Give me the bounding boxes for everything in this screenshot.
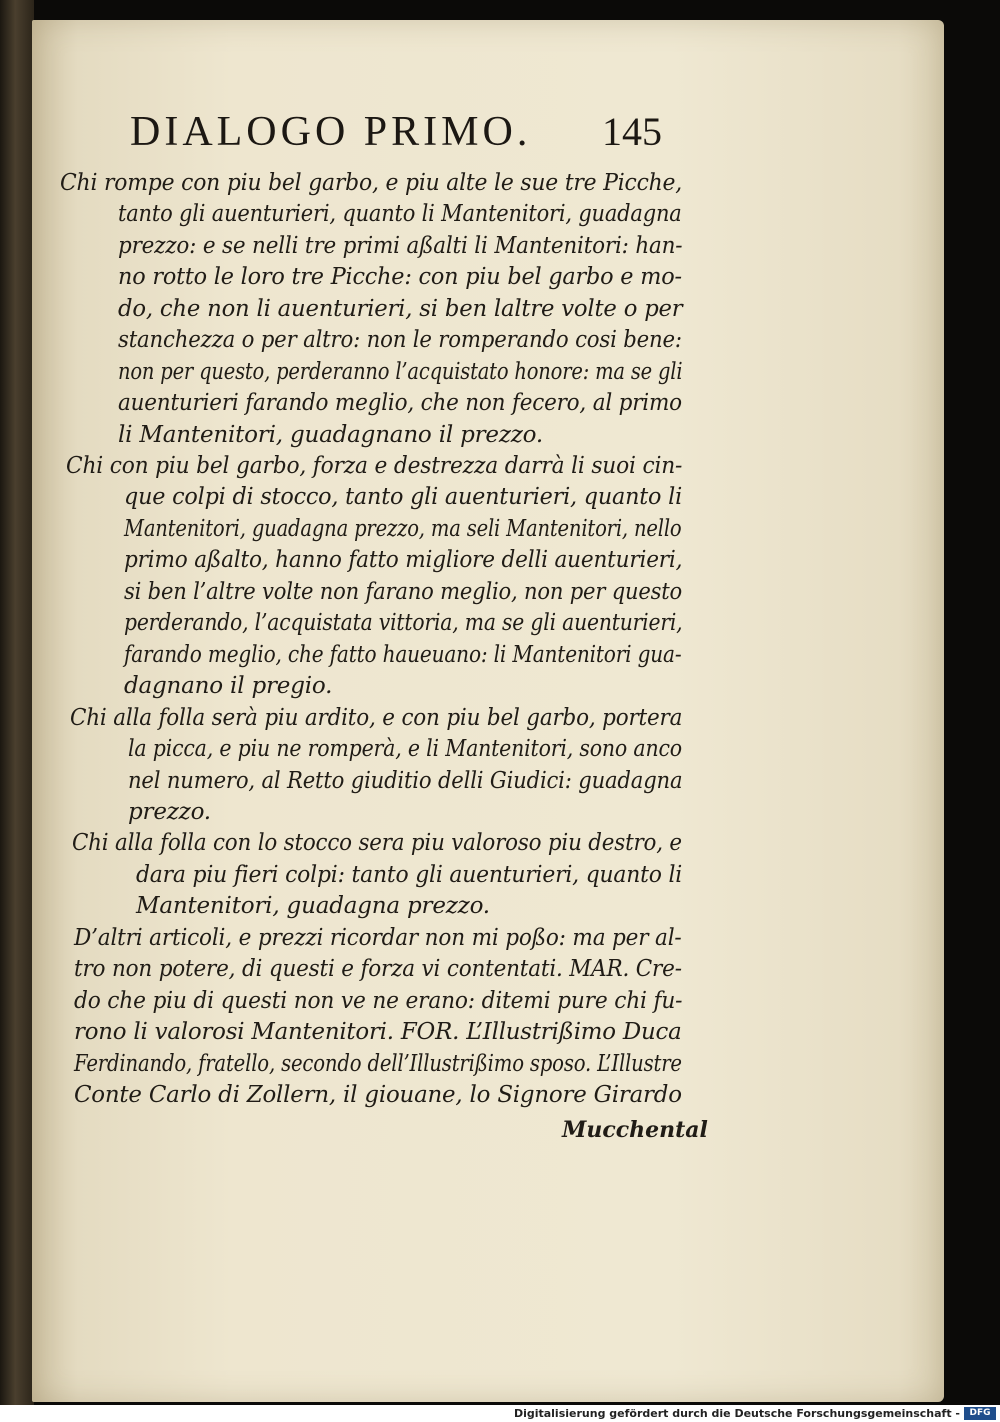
running-head: DIALOGO PRIMO.	[130, 109, 532, 155]
text-line: farando meglio, che fatto haueuano: li Mantenitori gua-	[124, 642, 682, 668]
text-line: dara piu fieri colpi: tanto gli auenturieri, quanto li	[136, 862, 683, 888]
text-line: prezzo: e se nelli tre primi aßalti li Mantenitori: han-	[118, 233, 683, 259]
catchword: Mucchental	[562, 1117, 708, 1143]
page-number: 145	[602, 109, 662, 154]
text-line: Mantenitori, guadagna prezzo, ma seli Mantenitori, nello	[124, 516, 682, 542]
text-line: Chi alla folla con lo stocco sera piu valoroso piu destro, e	[72, 830, 682, 856]
text-line: que colpi di stocco, tanto gli auenturieri, quanto li	[124, 484, 683, 510]
dfg-logo: DFG	[964, 1407, 996, 1420]
text-line: non per questo, perderanno l’acquistato honore: ma se gli	[118, 359, 683, 385]
text-line: li Mantenitori, guadagnano il prezzo.	[118, 422, 544, 448]
text-line: si ben l’altre volte non farano meglio, non per questo	[124, 579, 683, 605]
text-line: primo aßalto, hanno fatto migliore delli auenturieri,	[124, 547, 683, 573]
text-line: Ferdinando, fratello, secondo dell’Illustrißimo sposo. L’Illustre	[74, 1051, 682, 1077]
text-line: tanto gli auenturieri, quanto li Mantenitori, guadagna	[118, 201, 682, 227]
text-line: Mantenitori, guadagna prezzo.	[136, 893, 490, 919]
footer-credit: Digitalisierung gefördert durch die Deutsche Forschungsgemeinschaft -	[513, 1407, 960, 1420]
text-line: do che piu di questi non ve ne erano: ditemi pure chi fu-	[74, 988, 683, 1014]
text-line: rono li valorosi Mantenitori. FOR. L’Illustrißimo Duca	[74, 1019, 682, 1045]
text-line: prezzo.	[128, 799, 211, 825]
book-binding	[0, 0, 34, 1405]
page-text-block	[32, 20, 944, 1402]
text-line: do, che non li auenturieri, si ben laltre volte o per	[118, 296, 683, 322]
text-line: no rotto le loro tre Picche: con piu bel garbo e mo-	[118, 264, 682, 290]
text-line: Chi rompe con piu bel garbo, e piu alte le sue tre Picche,	[60, 170, 683, 196]
text-line: Chi con piu bel garbo, forza e destrezza darrà li suoi cin-	[66, 453, 683, 479]
text-line: nel numero, al Retto giuditio delli Giudici: guadagna	[128, 768, 683, 794]
text-line: dagnano il pregio.	[124, 673, 333, 699]
book-page	[32, 20, 944, 1402]
text-line: perderando, l’acquistata vittoria, ma se gli auenturieri,	[124, 610, 683, 636]
text-line: stanchezza o per altro: non le romperando cosi bene:	[118, 327, 682, 353]
text-line: la picca, e piu ne romperà, e li Mantenitori, sono anco	[128, 736, 682, 762]
text-line: tro non potere, di questi e forza vi contentati. MAR. Cre-	[74, 956, 682, 982]
text-line: Conte Carlo di Zollern, il giouane, lo Signore Girardo	[74, 1082, 682, 1108]
text-line: auenturieri farando meglio, che non fecero, al primo	[118, 390, 682, 416]
text-line: Chi alla folla serà piu ardito, e con piu bel garbo, portera	[70, 705, 683, 731]
text-line: D’altri articoli, e prezzi ricordar non mi poßo: ma per al-	[74, 925, 682, 951]
